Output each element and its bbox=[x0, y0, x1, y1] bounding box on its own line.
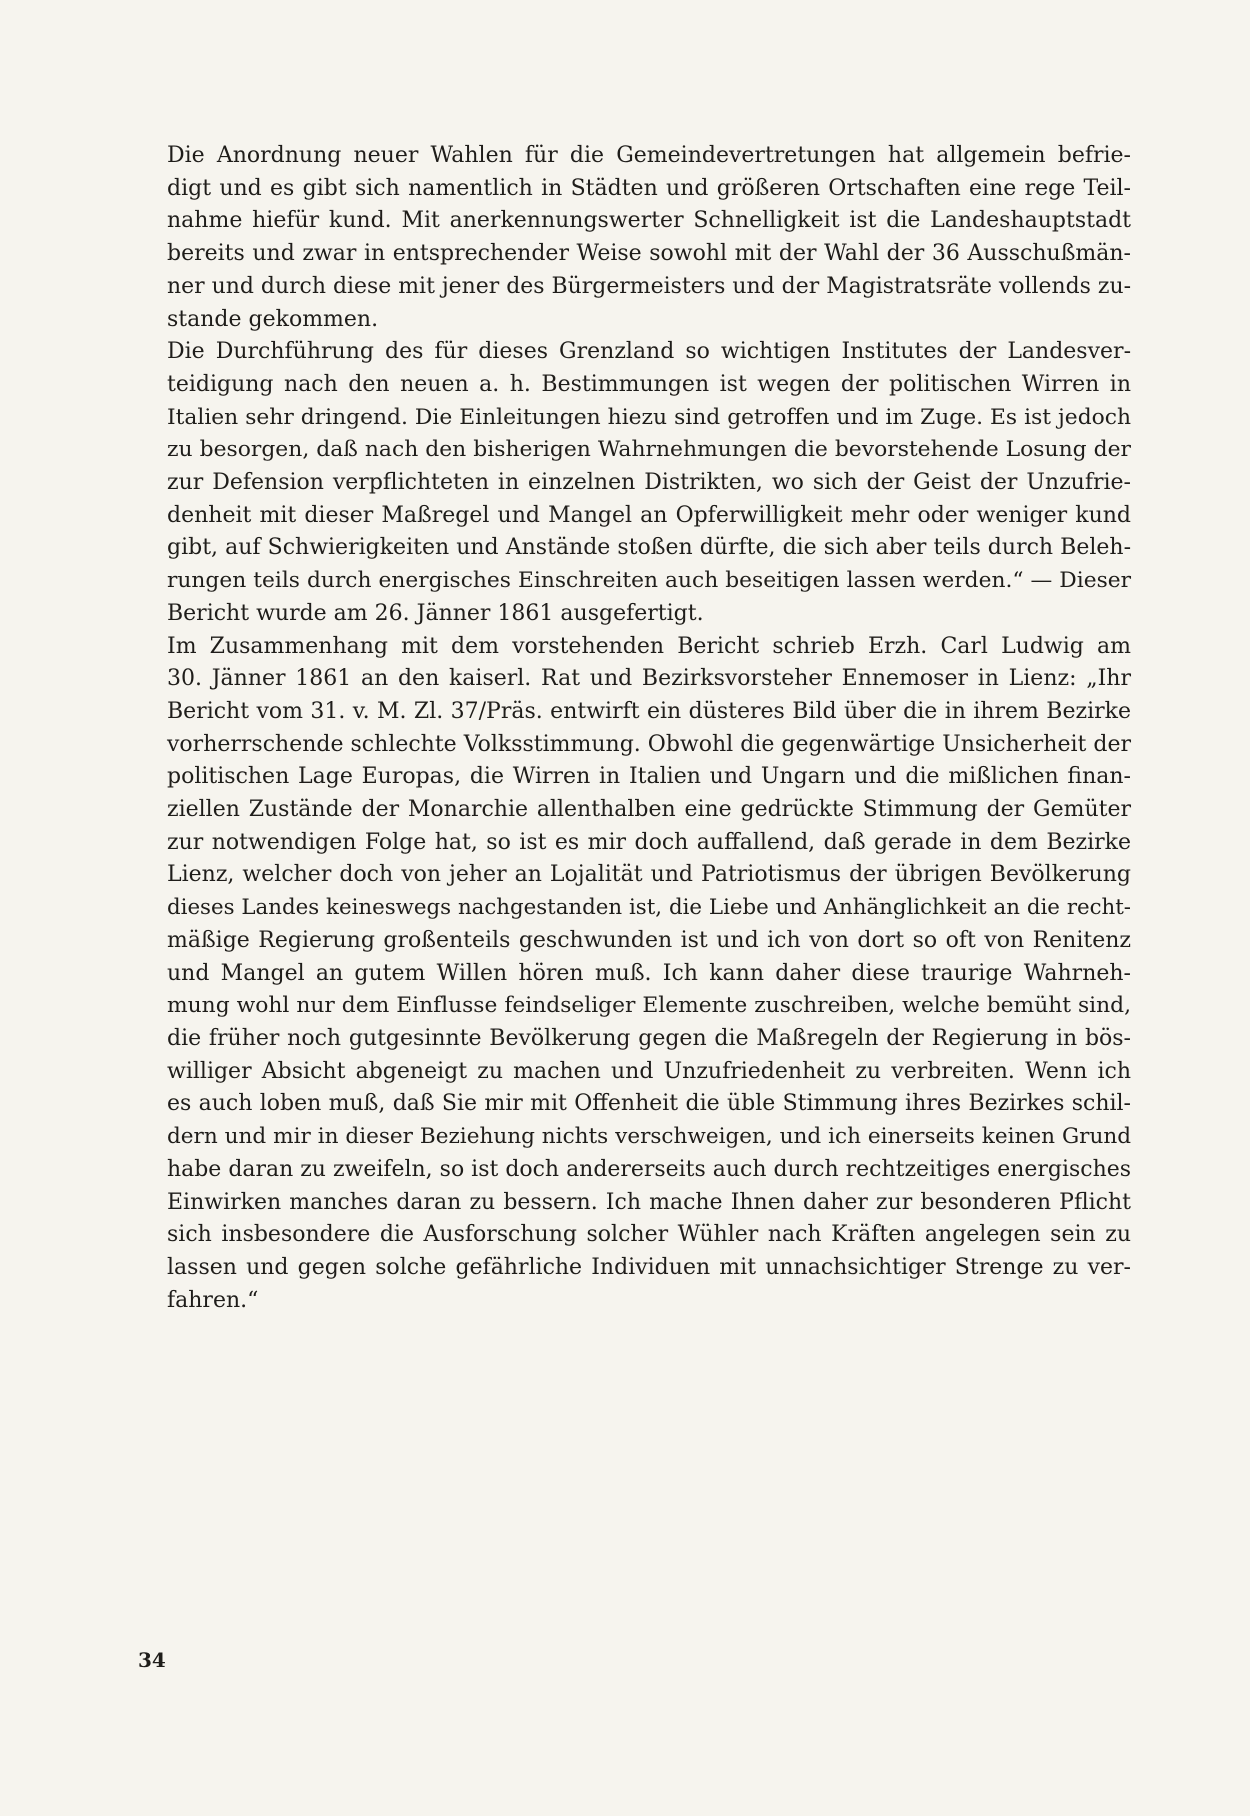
text-line: dieses Landes keineswegs nachgestanden ist, die Liebe und Anhänglichkeit an die recht- bbox=[167, 895, 1131, 921]
text-line: vorherrschende schlechte Volksstimmung. Obwohl die gegenwärtige Unsicherheit der bbox=[167, 731, 1131, 757]
text-line: Lienz, welcher doch von jeher an Lojalität und Patriotismus der übrigen Bevölkerung bbox=[167, 862, 1131, 888]
text-line: und Mangel an gutem Willen hören muß. Ich kann daher diese traurige Wahrneh- bbox=[167, 960, 1131, 986]
text-line: sich insbesondere die Ausforschung solcher Wühler nach Kräften angelegen sein zu bbox=[167, 1222, 1131, 1248]
text-line: denheit mit dieser Maßregel und Mangel an Opferwilligkeit mehr oder weniger kund bbox=[167, 502, 1131, 528]
text-line: Italien sehr dringend. Die Einleitungen hiezu sind getroffen und im Zuge. Es ist jedoch bbox=[167, 404, 1131, 430]
text-line: lassen und gegen solche gefährliche Individuen mit unnachsichtiger Strenge zu ver- bbox=[167, 1254, 1131, 1280]
text-line: dern und mir in dieser Beziehung nichts verschweigen, und ich einerseits keinen Grund bbox=[167, 1124, 1131, 1150]
text-line: teidigung nach den neuen a. h. Bestimmungen ist wegen der politischen Wirren in bbox=[167, 371, 1131, 397]
text-line: mung wohl nur dem Einflusse feindseliger Elemente zuschreiben, welche bemüht sind, bbox=[167, 993, 1131, 1019]
text-line: mäßige Regierung großenteils geschwunden ist und ich von dort so oft von Renitenz bbox=[167, 927, 1131, 953]
text-line: politischen Lage Europas, die Wirren in Italien und Ungarn und die mißlichen finan- bbox=[167, 764, 1131, 790]
text-line: bereits und zwar in entsprechender Weise sowohl mit der Wahl der 36 Ausschußmän- bbox=[167, 241, 1131, 267]
text-line: die früher noch gutgesinnte Bevölkerung gegen die Maßregeln der Regierung in bös- bbox=[167, 1025, 1131, 1051]
text-line: fahren.“ bbox=[167, 1287, 259, 1313]
text-line: ziellen Zustände der Monarchie allenthalben eine gedrückte Stimmung der Gemüter bbox=[167, 797, 1131, 823]
text-line: digt und es gibt sich namentlich in Städten und größeren Ortschaften eine rege Teil- bbox=[167, 175, 1131, 201]
text-line: zu besorgen, daß nach den bisherigen Wahrnehmungen die bevorstehende Losung der bbox=[167, 437, 1131, 463]
text-line: Bericht wurde am 26. Jänner 1861 ausgefertigt. bbox=[167, 600, 704, 626]
text-line: nahme hiefür kund. Mit anerkennungswerter Schnelligkeit ist die Landeshauptstadt bbox=[167, 208, 1131, 234]
text-line: Die Anordnung neuer Wahlen für die Gemeindevertretungen hat allgemein befrie- bbox=[167, 143, 1131, 168]
text-line: Im Zusammenhang mit dem vorstehenden Bericht schrieb Erzh. Carl Ludwig am bbox=[167, 633, 1131, 659]
text-line: habe daran zu zweifeln, so ist doch andererseits auch durch rechtzeitiges energisches bbox=[167, 1156, 1131, 1182]
body-text bbox=[167, 140, 1131, 1317]
text-line: zur notwendigen Folge hat, so ist es mir doch auffallend, daß gerade in dem Bezirke bbox=[167, 829, 1131, 855]
text-line: ner und durch diese mit jener des Bürgermeisters und der Magistratsräte vollends zu- bbox=[167, 273, 1131, 299]
text-line: stande gekommen. bbox=[167, 306, 379, 332]
page-number: 34 bbox=[138, 1648, 166, 1672]
text-line: williger Absicht abgeneigt zu machen und Unzufriedenheit zu verbreiten. Wenn ich bbox=[167, 1058, 1131, 1084]
text-line: es auch loben muß, daß Sie mir mit Offenheit die üble Stimmung ihres Bezirkes schil- bbox=[167, 1091, 1131, 1117]
text-line: gibt, auf Schwierigkeiten und Anstände stoßen dürfte, die sich aber teils durch Beleh- bbox=[167, 535, 1131, 561]
text-line: Die Durchführung des für dieses Grenzland so wichtigen Institutes der Landesver- bbox=[167, 339, 1131, 365]
text-line: 30. Jänner 1861 an den kaiserl. Rat und Bezirksvorsteher Ennemoser in Lienz: „Ihr bbox=[167, 666, 1131, 692]
text-line: rungen teils durch energisches Einschreiten auch beseitigen lassen werden.“ — Dieser bbox=[167, 568, 1131, 594]
text-line: zur Defension verpflichteten in einzelnen Distrikten, wo sich der Geist der Unzufrie- bbox=[167, 470, 1131, 496]
text-line: Einwirken manches daran zu bessern. Ich mache Ihnen daher zur besonderen Pflicht bbox=[167, 1189, 1131, 1215]
text-line: Bericht vom 31. v. M. Zl. 37/Präs. entwirft ein düsteres Bild über die in ihrem Bezirke bbox=[167, 698, 1131, 724]
